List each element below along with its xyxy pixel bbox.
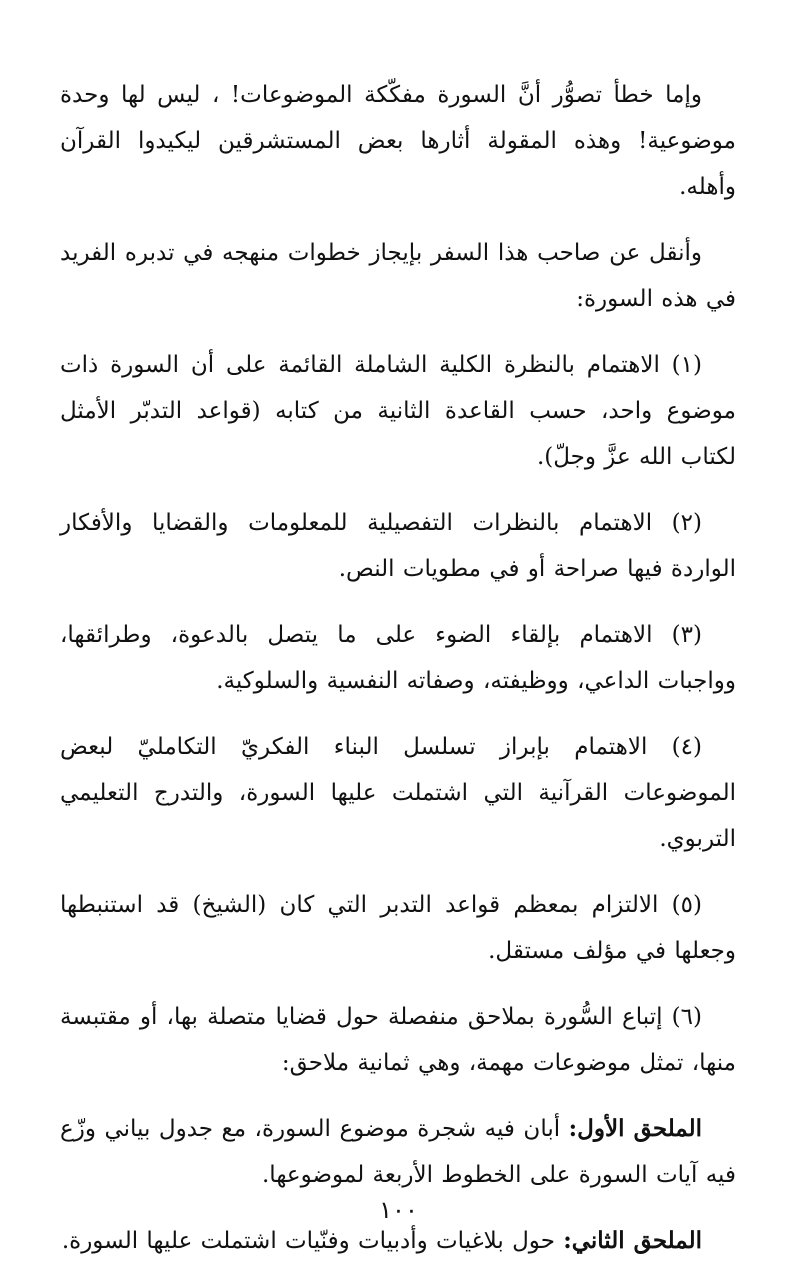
- paragraph-step-2: [60, 500, 736, 592]
- paragraph-text: أبان فيه شجرة موضوع السورة، مع جدول بياني وزّع فيه آيات السورة على الخطوط الأربعة لموضوعها.: [60, 1116, 736, 1188]
- paragraph-text: وأنقل عن صاحب هذا السفر بإيجاز خطوات منهجه في تدبره الفريد في هذه السورة:: [60, 240, 736, 312]
- paragraph-text: (٦) إتباع السُّورة بملاحق منفصلة حول قضايا متصلة بها، أو مقتبسة منها، تمثل موضوعات مهمة، وهي ثمانية ملاحق:: [60, 1004, 736, 1076]
- paragraph-lead-heading: الملحق الأول:: [568, 1115, 702, 1142]
- paragraph-appendix-1: [60, 1106, 736, 1198]
- paragraph-text: وإما خطأ تصوُّر أنَّ السورة مفكّكة الموضوعات! ، ليس لها وحدة موضوعية! وهذه المقولة أثارها بعض المستشرقين ليكيدوا القرآن وأهله.: [60, 82, 736, 200]
- paragraph-intro: [60, 72, 736, 210]
- paragraph-lead-heading: الملحق الثاني:: [563, 1227, 702, 1254]
- page-number: ١٠٠: [379, 1196, 418, 1224]
- paragraph-text: (١) الاهتمام بالنظرة الكلية الشاملة القائمة على أن السورة ذات موضوع واحد، حسب القاعدة الثانية من كتابه (قواعد التدبّر الأمثل لكتاب الله عزَّ وجلّ).: [60, 352, 736, 470]
- paragraph-text: (٤) الاهتمام بإبراز تسلسل البناء الفكريّ التكامليّ لبعض الموضوعات القرآنية التي اشتملت عليها السورة، والتدرج التعليمي التربوي.: [60, 734, 736, 852]
- paragraph-text: (٣) الاهتمام بإلقاء الضوء على ما يتصل بالدعوة، وطرائقها، وواجبات الداعي، ووظيفته، وصفاته النفسية والسلوكية.: [60, 622, 736, 694]
- paragraph-step-5: [60, 882, 736, 974]
- paragraph-appendix-2: [60, 1218, 736, 1264]
- paragraph-text: (٥) الالتزام بمعظم قواعد التدبر التي كان (الشيخ) قد استنبطها وجعلها في مؤلف مستقل.: [60, 892, 736, 964]
- paragraph-step-3: [60, 612, 736, 704]
- paragraph-step-1: [60, 342, 736, 480]
- paragraph-step-6: [60, 994, 736, 1086]
- paragraph-text: (٢) الاهتمام بالنظرات التفصيلية للمعلومات والقضايا والأفكار الواردة فيها صراحة أو في مطويات النص.: [60, 510, 736, 582]
- paragraph-step-4: [60, 724, 736, 862]
- paragraph-text: حول بلاغيات وأدبيات وفنّيات اشتملت عليها السورة.: [61, 1228, 564, 1254]
- paragraph-method-intro: [60, 230, 736, 322]
